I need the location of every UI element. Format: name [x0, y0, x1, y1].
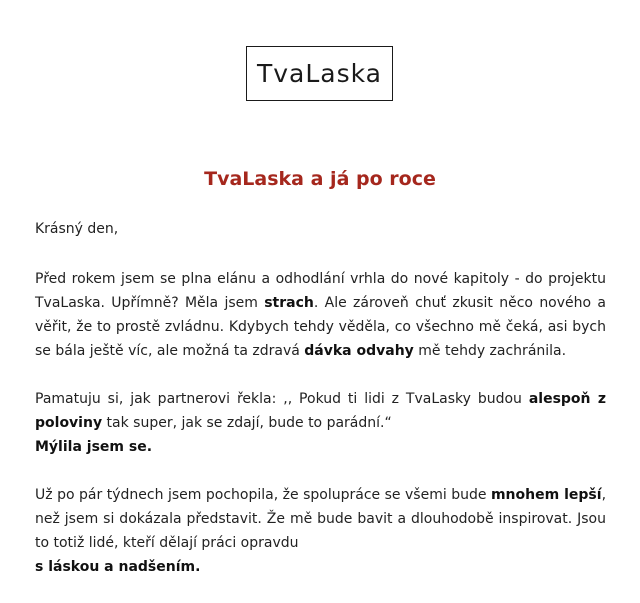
p1-text-3: mě tehdy zachránila. [413, 343, 567, 359]
tvalaska-logo[interactable] [246, 46, 393, 101]
p1-bold-odvaha: dávka odvahy [304, 343, 414, 359]
paragraph-2 [35, 387, 606, 459]
paragraph-1 [35, 267, 606, 363]
logo-text: TvaLaska [256, 59, 383, 88]
p2-bold-mylila: Mýlila jsem se. [35, 439, 153, 455]
p2-bold-alespon: alespoň z poloviny [35, 391, 606, 431]
greeting: Krásný den, [35, 221, 119, 237]
article-body [35, 217, 606, 603]
p1-text-1: Před rokem jsem se plna elánu a odhodlání vrhla do nové kapitoly - do projektu TvaLaska. Upřímně? Měla jsem [35, 271, 606, 311]
article-title: TvaLaska a já po roce [204, 168, 436, 190]
paragraph-3 [35, 483, 606, 579]
p2-text-1: Pamatuju si, jak partnerovi řekla: ,, Pokud ti lidi z TvaLasky budou [35, 391, 529, 407]
p2-text-2: tak super, jak se zdají, bude to parádní.“ [102, 415, 392, 431]
p3-text-1: Už po pár týdnech jsem pochopila, že spolupráce se všemi bude [35, 487, 491, 503]
p3-text-2: , než jsem si dokázala představit. Že mě bude bavit a dlouhodobě inspirovat. Jsou to totiž lidé, kteří dělají práci opravdu [35, 487, 607, 551]
p3-bold-mnohem: mnohem lepší [490, 487, 602, 503]
p3-bold-laska: s láskou a nadšením. [35, 559, 201, 575]
p1-text-2: . Ale zároveň chuť zkusit něco nového a věřit, že to prostě zvládnu. Kdybych tehdy věděla, co všechno mě čeká, asi bych se bála ještě víc, ale možná ta zdravá [35, 295, 606, 359]
p1-bold-strach: strach [264, 295, 314, 311]
